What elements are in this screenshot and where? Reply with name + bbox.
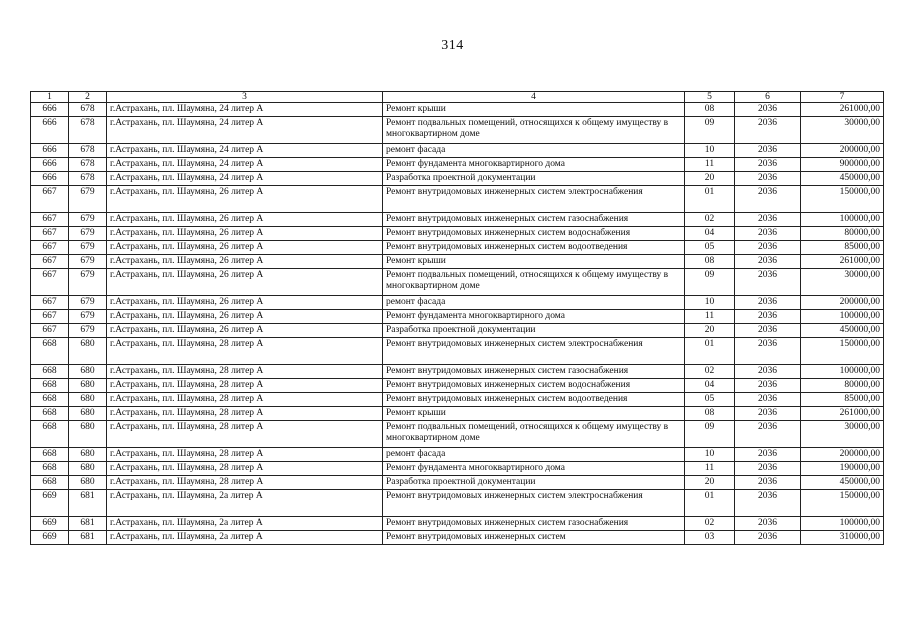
year-cell: 2036 (735, 269, 801, 296)
house-number-cell: 681 (69, 517, 107, 531)
house-number-cell: 679 (69, 269, 107, 296)
address-cell: г.Астрахань, пл. Шаумяна, 24 литер А (107, 158, 383, 172)
column-header: 5 (685, 92, 735, 103)
address-cell: г.Астрахань, пл. Шаумяна, 26 литер А (107, 310, 383, 324)
cost-cell: 100000,00 (801, 213, 884, 227)
work-code-cell: 05 (685, 393, 735, 407)
house-number-cell: 679 (69, 241, 107, 255)
work-type-cell: ремонт фасада (383, 144, 685, 158)
work-type-cell: Ремонт внутридомовых инженерных систем электроснабжения (383, 186, 685, 213)
work-code-cell: 09 (685, 117, 735, 144)
row-number-cell: 669 (31, 517, 69, 531)
table-row (31, 186, 884, 213)
work-code-cell: 02 (685, 213, 735, 227)
table-row (31, 269, 884, 296)
address-cell: г.Астрахань, пл. Шаумяна, 2а литер А (107, 490, 383, 517)
address-cell: г.Астрахань, пл. Шаумяна, 2а литер А (107, 517, 383, 531)
work-type-cell: Ремонт внутридомовых инженерных систем газоснабжения (383, 213, 685, 227)
address-cell: г.Астрахань, пл. Шаумяна, 28 литер А (107, 448, 383, 462)
work-code-cell: 01 (685, 490, 735, 517)
work-code-cell: 20 (685, 476, 735, 490)
table-row (31, 255, 884, 269)
table-row (31, 393, 884, 407)
table-row (31, 462, 884, 476)
table-row (31, 296, 884, 310)
address-cell: г.Астрахань, пл. Шаумяна, 24 литер А (107, 117, 383, 144)
cost-cell: 261000,00 (801, 407, 884, 421)
work-code-cell: 08 (685, 407, 735, 421)
work-type-cell: Ремонт подвальных помещений, относящихся к общему имуществу в многоквартирном доме (383, 421, 685, 448)
work-type-cell: Ремонт внутридомовых инженерных систем водоснабжения (383, 379, 685, 393)
address-cell: г.Астрахань, пл. Шаумяна, 28 литер А (107, 393, 383, 407)
work-type-cell: Ремонт внутридомовых инженерных систем электроснабжения (383, 338, 685, 365)
work-type-cell: Ремонт внутридомовых инженерных систем электроснабжения (383, 490, 685, 517)
work-code-cell: 20 (685, 172, 735, 186)
column-header: 7 (801, 92, 884, 103)
cost-cell: 190000,00 (801, 462, 884, 476)
column-header: 3 (107, 92, 383, 103)
table-row (31, 476, 884, 490)
year-cell: 2036 (735, 531, 801, 545)
house-number-cell: 680 (69, 407, 107, 421)
address-cell: г.Астрахань, пл. Шаумяна, 2а литер А (107, 531, 383, 545)
year-cell: 2036 (735, 490, 801, 517)
row-number-cell: 666 (31, 158, 69, 172)
year-cell: 2036 (735, 379, 801, 393)
table-row (31, 213, 884, 227)
table-row (31, 144, 884, 158)
table-row (31, 490, 884, 517)
page-number: 314 (441, 38, 464, 53)
work-code-cell: 10 (685, 448, 735, 462)
cost-cell: 200000,00 (801, 144, 884, 158)
house-number-cell: 679 (69, 310, 107, 324)
table-row (31, 172, 884, 186)
house-number-cell: 679 (69, 324, 107, 338)
work-code-cell: 11 (685, 462, 735, 476)
house-number-cell: 681 (69, 531, 107, 545)
address-cell: г.Астрахань, пл. Шаумяна, 28 литер А (107, 379, 383, 393)
year-cell: 2036 (735, 324, 801, 338)
cost-cell: 200000,00 (801, 296, 884, 310)
address-cell: г.Астрахань, пл. Шаумяна, 26 литер А (107, 241, 383, 255)
cost-cell: 450000,00 (801, 324, 884, 338)
address-cell: г.Астрахань, пл. Шаумяна, 28 литер А (107, 476, 383, 490)
column-header: 4 (383, 92, 685, 103)
row-number-cell: 669 (31, 531, 69, 545)
year-cell: 2036 (735, 186, 801, 213)
table-body (31, 103, 884, 545)
work-type-cell: Ремонт подвальных помещений, относящихся к общему имуществу в многоквартирном доме (383, 269, 685, 296)
house-number-cell: 678 (69, 117, 107, 144)
address-cell: г.Астрахань, пл. Шаумяна, 24 литер А (107, 172, 383, 186)
table-row (31, 158, 884, 172)
year-cell: 2036 (735, 227, 801, 241)
house-number-cell: 680 (69, 421, 107, 448)
row-number-cell: 667 (31, 310, 69, 324)
work-type-cell: Ремонт внутридомовых инженерных систем газоснабжения (383, 365, 685, 379)
row-number-cell: 666 (31, 103, 69, 117)
table-row (31, 324, 884, 338)
table-row (31, 407, 884, 421)
house-number-cell: 681 (69, 490, 107, 517)
row-number-cell: 667 (31, 186, 69, 213)
address-cell: г.Астрахань, пл. Шаумяна, 26 литер А (107, 296, 383, 310)
year-cell: 2036 (735, 296, 801, 310)
house-number-cell: 678 (69, 172, 107, 186)
row-number-cell: 667 (31, 255, 69, 269)
address-cell: г.Астрахань, пл. Шаумяна, 28 литер А (107, 338, 383, 365)
work-code-cell: 11 (685, 310, 735, 324)
row-number-cell: 668 (31, 462, 69, 476)
year-cell: 2036 (735, 144, 801, 158)
cost-cell: 310000,00 (801, 531, 884, 545)
house-number-cell: 679 (69, 213, 107, 227)
cost-cell: 261000,00 (801, 255, 884, 269)
house-number-cell: 680 (69, 379, 107, 393)
work-type-cell: Разработка проектной документации (383, 172, 685, 186)
year-cell: 2036 (735, 103, 801, 117)
row-number-cell: 668 (31, 379, 69, 393)
repair-schedule-table (30, 91, 884, 545)
work-code-cell: 08 (685, 255, 735, 269)
table-row (31, 517, 884, 531)
house-number-cell: 680 (69, 365, 107, 379)
house-number-cell: 679 (69, 296, 107, 310)
column-header: 1 (31, 92, 69, 103)
table-row (31, 117, 884, 144)
row-number-cell: 669 (31, 490, 69, 517)
cost-cell: 30000,00 (801, 117, 884, 144)
address-cell: г.Астрахань, пл. Шаумяна, 24 литер А (107, 103, 383, 117)
cost-cell: 450000,00 (801, 476, 884, 490)
cost-cell: 100000,00 (801, 365, 884, 379)
row-number-cell: 668 (31, 393, 69, 407)
cost-cell: 150000,00 (801, 490, 884, 517)
work-type-cell: Разработка проектной документации (383, 324, 685, 338)
row-number-cell: 666 (31, 172, 69, 186)
house-number-cell: 678 (69, 158, 107, 172)
house-number-cell: 678 (69, 144, 107, 158)
year-cell: 2036 (735, 213, 801, 227)
work-code-cell: 08 (685, 103, 735, 117)
cost-cell: 80000,00 (801, 227, 884, 241)
year-cell: 2036 (735, 476, 801, 490)
table-row (31, 531, 884, 545)
year-cell: 2036 (735, 448, 801, 462)
work-code-cell: 10 (685, 296, 735, 310)
work-type-cell: Ремонт фундамента многоквартирного дома (383, 158, 685, 172)
year-cell: 2036 (735, 117, 801, 144)
table-row (31, 310, 884, 324)
work-code-cell: 10 (685, 144, 735, 158)
row-number-cell: 668 (31, 338, 69, 365)
work-code-cell: 01 (685, 186, 735, 213)
row-number-cell: 667 (31, 213, 69, 227)
work-type-cell: Ремонт внутридомовых инженерных систем водоснабжения (383, 227, 685, 241)
row-number-cell: 668 (31, 421, 69, 448)
work-code-cell: 02 (685, 517, 735, 531)
table-row (31, 227, 884, 241)
work-type-cell: Ремонт фундамента многоквартирного дома (383, 310, 685, 324)
year-cell: 2036 (735, 462, 801, 476)
work-type-cell: Ремонт крыши (383, 407, 685, 421)
address-cell: г.Астрахань, пл. Шаумяна, 28 литер А (107, 462, 383, 476)
year-cell: 2036 (735, 172, 801, 186)
row-number-cell: 667 (31, 241, 69, 255)
work-code-cell: 04 (685, 227, 735, 241)
house-number-cell: 680 (69, 393, 107, 407)
address-cell: г.Астрахань, пл. Шаумяна, 26 литер А (107, 227, 383, 241)
cost-cell: 30000,00 (801, 421, 884, 448)
row-number-cell: 666 (31, 144, 69, 158)
work-code-cell: 11 (685, 158, 735, 172)
address-cell: г.Астрахань, пл. Шаумяна, 26 литер А (107, 255, 383, 269)
house-number-cell: 680 (69, 462, 107, 476)
address-cell: г.Астрахань, пл. Шаумяна, 26 литер А (107, 269, 383, 296)
cost-cell: 80000,00 (801, 379, 884, 393)
work-type-cell: Разработка проектной документации (383, 476, 685, 490)
house-number-cell: 680 (69, 338, 107, 365)
work-type-cell: Ремонт внутридомовых инженерных систем водоотведения (383, 393, 685, 407)
work-type-cell: Ремонт внутридомовых инженерных систем газоснабжения (383, 517, 685, 531)
work-type-cell: Ремонт подвальных помещений, относящихся к общему имуществу в многоквартирном доме (383, 117, 685, 144)
table-row (31, 241, 884, 255)
year-cell: 2036 (735, 338, 801, 365)
work-code-cell: 01 (685, 338, 735, 365)
work-type-cell: Ремонт крыши (383, 103, 685, 117)
work-code-cell: 03 (685, 531, 735, 545)
table-row (31, 448, 884, 462)
row-number-cell: 668 (31, 407, 69, 421)
house-number-cell: 678 (69, 103, 107, 117)
work-code-cell: 05 (685, 241, 735, 255)
address-cell: г.Астрахань, пл. Шаумяна, 24 литер А (107, 144, 383, 158)
house-number-cell: 679 (69, 255, 107, 269)
year-cell: 2036 (735, 255, 801, 269)
row-number-cell: 667 (31, 227, 69, 241)
year-cell: 2036 (735, 517, 801, 531)
work-code-cell: 02 (685, 365, 735, 379)
cost-cell: 450000,00 (801, 172, 884, 186)
work-type-cell: Ремонт внутридомовых инженерных систем (383, 531, 685, 545)
row-number-cell: 667 (31, 324, 69, 338)
work-type-cell: ремонт фасада (383, 448, 685, 462)
cost-cell: 30000,00 (801, 269, 884, 296)
column-number-row (31, 92, 884, 103)
house-number-cell: 680 (69, 476, 107, 490)
address-cell: г.Астрахань, пл. Шаумяна, 28 литер А (107, 421, 383, 448)
address-cell: г.Астрахань, пл. Шаумяна, 26 литер А (107, 213, 383, 227)
year-cell: 2036 (735, 421, 801, 448)
cost-cell: 85000,00 (801, 393, 884, 407)
table-row (31, 365, 884, 379)
row-number-cell: 667 (31, 296, 69, 310)
column-header: 6 (735, 92, 801, 103)
cost-cell: 85000,00 (801, 241, 884, 255)
address-cell: г.Астрахань, пл. Шаумяна, 26 литер А (107, 186, 383, 213)
table-row (31, 338, 884, 365)
table-row (31, 421, 884, 448)
year-cell: 2036 (735, 310, 801, 324)
work-code-cell: 20 (685, 324, 735, 338)
cost-cell: 261000,00 (801, 103, 884, 117)
house-number-cell: 679 (69, 227, 107, 241)
work-code-cell: 04 (685, 379, 735, 393)
column-header: 2 (69, 92, 107, 103)
work-type-cell: ремонт фасада (383, 296, 685, 310)
year-cell: 2036 (735, 393, 801, 407)
house-number-cell: 680 (69, 448, 107, 462)
cost-cell: 200000,00 (801, 448, 884, 462)
cost-cell: 150000,00 (801, 338, 884, 365)
address-cell: г.Астрахань, пл. Шаумяна, 26 литер А (107, 324, 383, 338)
cost-cell: 100000,00 (801, 310, 884, 324)
year-cell: 2036 (735, 365, 801, 379)
year-cell: 2036 (735, 407, 801, 421)
row-number-cell: 666 (31, 117, 69, 144)
row-number-cell: 668 (31, 476, 69, 490)
house-number-cell: 679 (69, 186, 107, 213)
row-number-cell: 668 (31, 365, 69, 379)
work-code-cell: 09 (685, 269, 735, 296)
year-cell: 2036 (735, 241, 801, 255)
work-type-cell: Ремонт крыши (383, 255, 685, 269)
address-cell: г.Астрахань, пл. Шаумяна, 28 литер А (107, 407, 383, 421)
work-code-cell: 09 (685, 421, 735, 448)
row-number-cell: 668 (31, 448, 69, 462)
row-number-cell: 667 (31, 269, 69, 296)
year-cell: 2036 (735, 158, 801, 172)
cost-cell: 900000,00 (801, 158, 884, 172)
work-type-cell: Ремонт внутридомовых инженерных систем водоотведения (383, 241, 685, 255)
address-cell: г.Астрахань, пл. Шаумяна, 28 литер А (107, 365, 383, 379)
table-row (31, 103, 884, 117)
cost-cell: 150000,00 (801, 186, 884, 213)
table-row (31, 379, 884, 393)
work-type-cell: Ремонт фундамента многоквартирного дома (383, 462, 685, 476)
cost-cell: 100000,00 (801, 517, 884, 531)
